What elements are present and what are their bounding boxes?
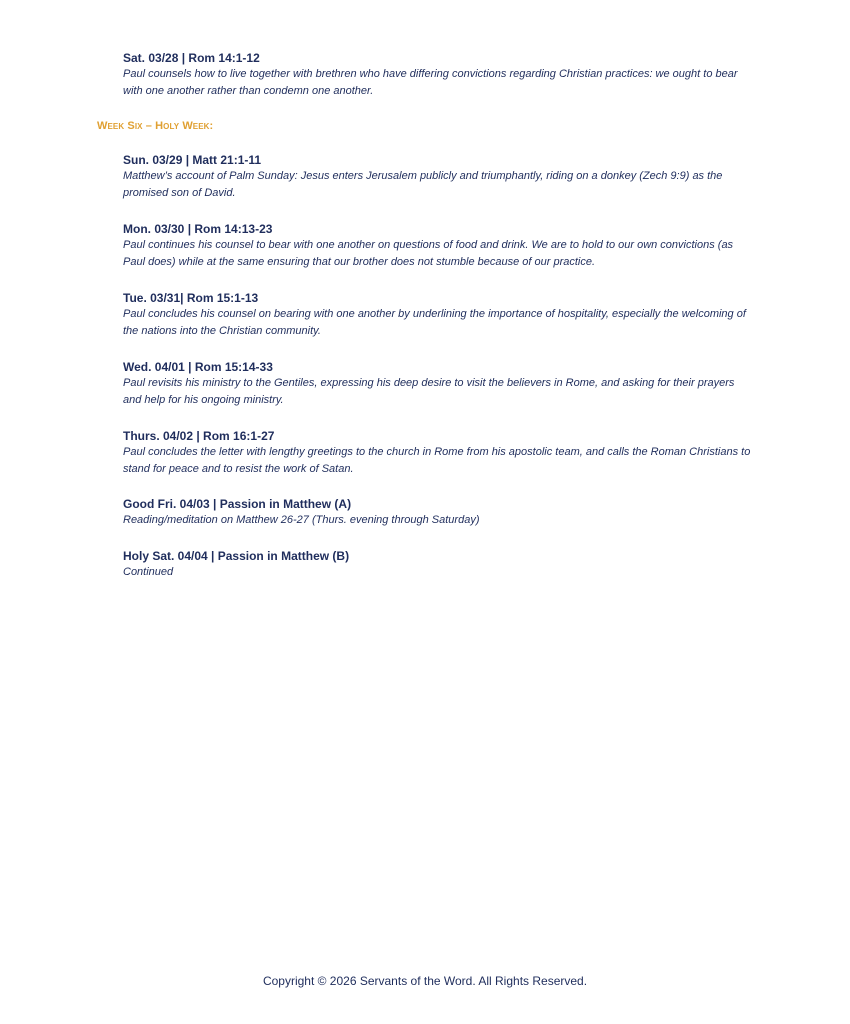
- reading-description: Paul concludes the letter with lengthy greetings to the church in Rome from his apostolic team, and calls the Roman Christians to stand for peace and to resist the work of Satan.: [123, 446, 751, 475]
- reading-title: Tue. 03/31| Rom 15:1-13: [123, 291, 259, 305]
- reading-title: Mon. 03/30 | Rom 14:13-23: [123, 222, 273, 236]
- reading-description: Paul counsels how to live together with brethren who have differing convictions regarding Christian practices: we ought to bear with one another rather than condemn one another.: [123, 68, 738, 97]
- reading-entry-holy-sat-0404: [123, 548, 753, 581]
- reading-title: Good Fri. 04/03 | Passion in Matthew (A): [123, 497, 352, 511]
- reading-entry-mon-0330: [123, 221, 753, 271]
- reading-description: Matthew’s account of Palm Sunday: Jesus enters Jerusalem publicly and triumphantly, riding on a donkey (Zech 9:9) as the promised son of David.: [123, 170, 723, 199]
- reading-description: Paul concludes his counsel on bearing with one another by underlining the importance of hospitality, especially the welcoming of the nations into the Christian community.: [123, 308, 746, 337]
- copyright-footer: Copyright © 2026 Servants of the Word. All Rights Reserved.: [262, 974, 588, 988]
- reading-entry-sat-0328: [123, 50, 753, 100]
- reading-entry-sun-0329: [123, 152, 753, 202]
- reading-description: Paul continues his counsel to bear with one another on questions of food and drink. We are to hold to our own convictions (as Paul does) while at the same ensuring that our brother does not stumble because of our practice.: [123, 239, 734, 268]
- reading-title: Sat. 03/28 | Rom 14:1-12: [123, 51, 260, 65]
- reading-entry-good-fri-0403: [123, 496, 753, 529]
- reading-entry-wed-0401: [123, 359, 753, 409]
- reading-description: Continued: [123, 566, 174, 578]
- reading-title: Holy Sat. 04/04 | Passion in Matthew (B): [123, 549, 350, 563]
- week-heading: Week Six – Holy Week:: [97, 120, 214, 132]
- reading-title: Sun. 03/29 | Matt 21:1-11: [123, 153, 262, 167]
- reading-entry-thurs-0402: [123, 428, 753, 478]
- reading-entry-tue-0331: [123, 290, 753, 340]
- reading-title: Thurs. 04/02 | Rom 16:1-27: [123, 429, 275, 443]
- reading-title: Wed. 04/01 | Rom 15:14-33: [123, 360, 273, 374]
- reading-description: Paul revisits his ministry to the Gentiles, expressing his deep desire to visit the believers in Rome, and asking for their prayers and help for his ongoing ministry.: [123, 377, 735, 406]
- reading-description: Reading/meditation on Matthew 26-27 (Thurs. evening through Saturday): [123, 514, 480, 526]
